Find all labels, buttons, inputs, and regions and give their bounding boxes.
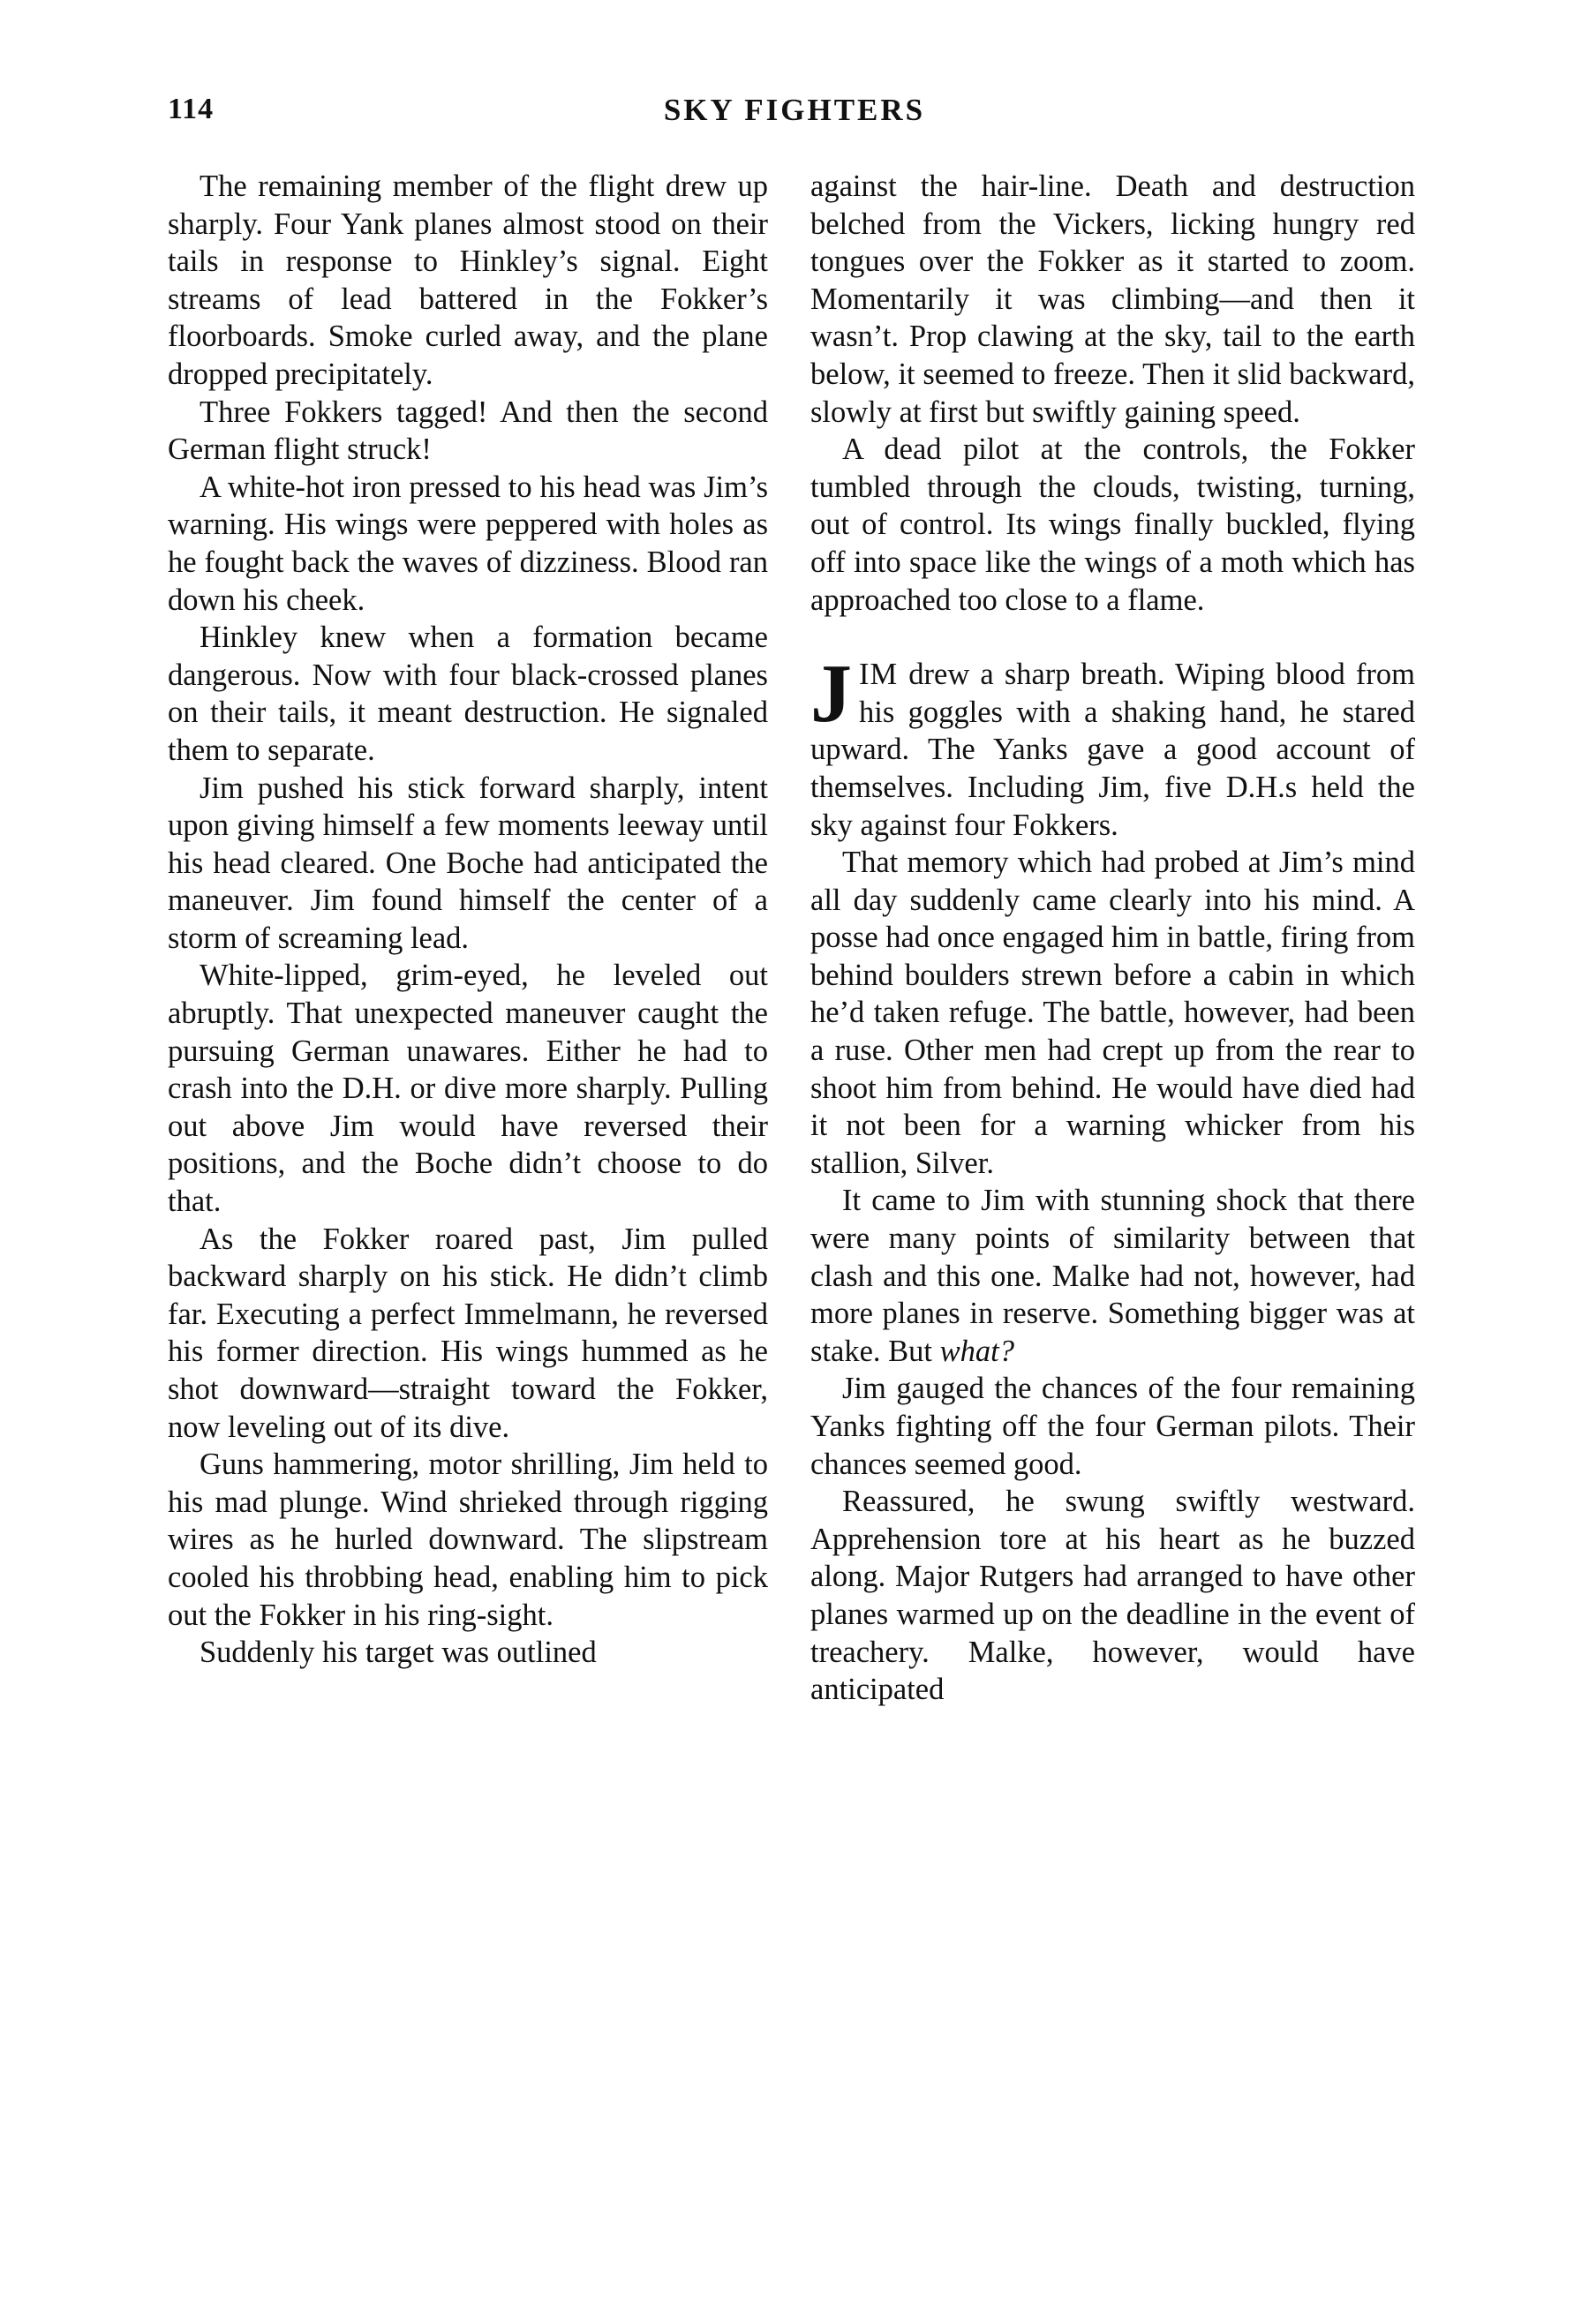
paragraph: White-lipped, grim-eyed, he leveled out abruptly. That unexpected maneuver caught the pursuing German unawares. Either he had to crash into the D.H. or dive more sharply. Pulling out above Jim would have reversed their positions, and the Boche didn’t choose to do that.: [168, 959, 768, 1219]
paragraph: Reassured, he swung swiftly westward. Apprehension tore at his heart as he buzzed along. Major Rutgers had arranged to have other planes warmed up on the deadline in the event of treachery. Malke, however, would have anticipated: [810, 1485, 1415, 1707]
paragraph: The remaining member of the flight drew up sharply. Four Yank planes almost stood on their tails in response to Hinkley’s signal. Eight streams of lead battered in the Fokker’s floorboards. Smoke curled away, and the plane dropped precipitately.: [168, 169, 768, 391]
running-head: SKY FIGHTERS: [663, 93, 926, 127]
paragraph: A white-hot iron pressed to his head was Jim’s warning. His wings were peppered with holes as he fought back the waves of dizziness. Blood ran down his cheek.: [168, 470, 768, 617]
paragraph: That memory which had probed at Jim’s mind all day suddenly came clearly into his mind. A posse had once engaged him in battle, firing from behind boulders strewn before a cabin in which he’d taken refuge. The battle, however, had been a ruse. Other men had crept up from the rear to shoot him from behind. He would have died had it not been for a warning whicker from his stallion, Silver.: [810, 846, 1416, 1180]
section-opening-paragraph: [810, 648, 1415, 844]
opening-caps: IM: [859, 658, 899, 692]
left-column: [168, 168, 768, 1672]
paragraph: Suddenly his target was outlined: [200, 1636, 597, 1670]
opening-text: drew a sharp breath. Wiping blood from his goggles with a shaking hand, he stared upward. The Yanks gave a good account of themselves. Including Jim, five D.H.s held the sky against four Fokkers.: [810, 658, 1415, 842]
paragraph: A dead pilot at the controls, the Fokker tumbled through the clouds, twisting, turning, out of control. Its wings finally buckled, flying off into space like the wings of a moth which has approached too close to a flame.: [810, 432, 1415, 617]
paragraph: [810, 1182, 1415, 1370]
page-number: 114: [168, 93, 215, 125]
right-column: [810, 168, 1415, 1709]
italic-text: what?: [939, 1334, 1014, 1368]
paragraph: As the Fokker roared past, Jim pulled backward sharply on his stick. He didn’t climb far. Executing a perfect Immelmann, he reversed his former direction. His wings hummed as he shot downward—straight toward the Fokker, now leveling out of its dive.: [168, 1222, 768, 1444]
paragraph: Three Fokkers tagged! And then the second German flight struck!: [168, 395, 768, 467]
paragraph: Hinkley knew when a formation became dangerous. Now with four black-crossed planes on their tails, it meant destruction. He signaled them to separate.: [168, 620, 768, 767]
paragraph-text: It came to Jim with stunning shock that there were many points of similarity between that clash and this one. Malke had not, however, had more planes in reserve. Something bigger was at stake. But: [810, 1184, 1415, 1368]
paragraph: Jim pushed his stick forward sharply, intent upon giving himself a few moments leeway until his head cleared. One Boche had anticipated the maneuver. Jim found himself the center of a storm of screaming lead.: [168, 771, 768, 955]
paragraph: Jim gauged the chances of the four remaining Yanks fighting off the four German pilots. Their chances seemed good.: [810, 1372, 1415, 1481]
paragraph-continuation: against the hair-line. Death and destruction belched from the Vickers, licking hungry red tongues over the Fokker as it started to zoom. Momentarily it was climbing—and then it wasn’t. Prop clawing at the sky, tail to the earth below, it seemed to freeze. Then it slid backward, slowly at first but swiftly gaining speed.: [810, 169, 1415, 429]
paragraph: Guns hammering, motor shrilling, Jim held to his mad plunge. Wind shrieked through rigging wires as he hurled downward. The slipstream cooled his throbbing head, enabling him to pick out the Fokker in his ring-sight.: [168, 1448, 768, 1632]
drop-cap: J: [810, 648, 852, 741]
